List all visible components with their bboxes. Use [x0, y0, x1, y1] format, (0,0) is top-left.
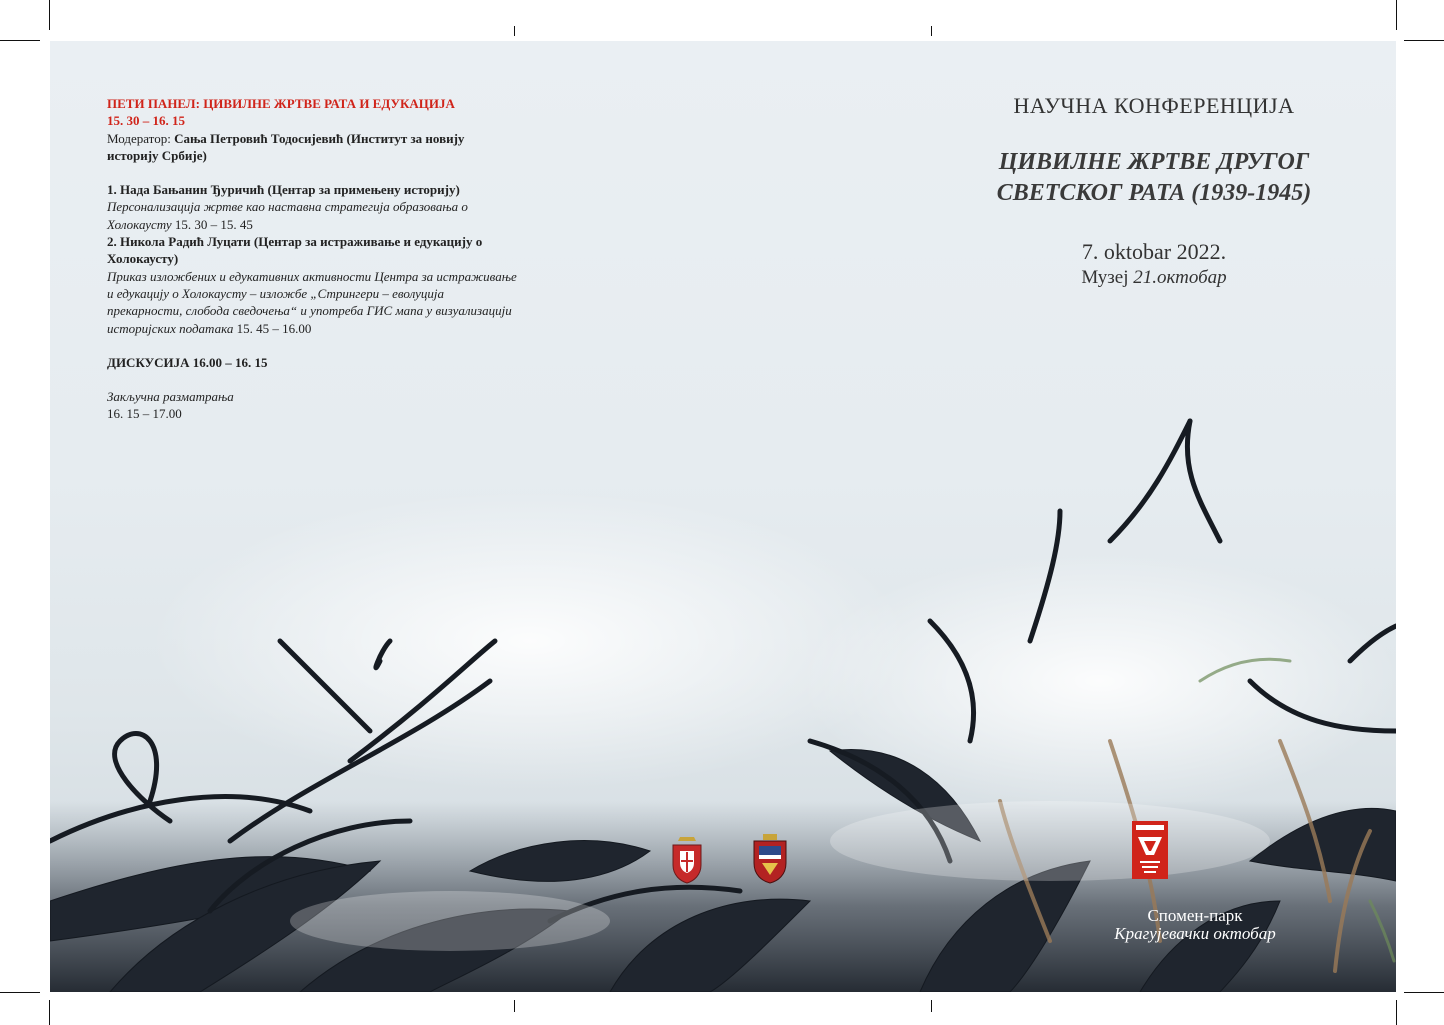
serbia-coat-of-arms-icon [670, 835, 704, 885]
conference-label: НАУЧНА КОНФЕРЕНЦИЈА [1013, 93, 1295, 118]
talk2-time: 15. 45 – 16.00 [233, 320, 312, 336]
discussion: ДИСКУСИЈА 16.00 – 16. 15 [107, 354, 268, 370]
memorial-park-logo-icon [1132, 821, 1168, 879]
title-line-2: СВЕТСКОГ РАТА (1939-1945) [996, 180, 1312, 206]
talk2 [107, 320, 517, 337]
park-line-2: Крагујевачки октобар [1114, 924, 1276, 943]
panel-heading: ПЕТИ ПАНЕЛ: ЦИВИЛНЕ ЖРТВЕ РАТА И ЕДУКАЦИЈА [107, 96, 455, 111]
closing-remarks: Закључна разматрања [107, 389, 234, 405]
panel-time: 15. 30 – 16. 15 [107, 113, 185, 129]
moderator-label: Модератор: [107, 130, 175, 146]
title-line-1: ЦИВИЛНЕ ЖРТВЕ ДРУГОГ [998, 149, 1310, 175]
kragujevac-coat-of-arms-icon [750, 833, 790, 885]
fold-mark [514, 1000, 515, 1012]
event-date: 7. oktobar 2022. [1081, 239, 1227, 264]
fold-mark [931, 26, 932, 36]
memorial-park-name [1095, 907, 1295, 943]
crop-mark [49, 0, 50, 30]
talk1-speaker: 1. Нада Бањанин Ђуричић (Центар за примењену историју) [107, 182, 460, 198]
talk1-title: Персонализација жртве као наставна стратегија образовања о Холокаусту [107, 199, 468, 232]
crop-mark [0, 40, 40, 41]
moderator [107, 130, 517, 165]
talk2-title-end: историјских података [107, 320, 234, 336]
brochure-spread [50, 41, 1396, 992]
crop-mark [0, 992, 40, 993]
panel-program [107, 95, 517, 423]
crop-mark [1404, 992, 1444, 993]
talk1 [107, 198, 517, 233]
conference-title [950, 147, 1358, 209]
venue-prefix: Музеј [1081, 267, 1134, 288]
fold-mark [931, 1000, 932, 1012]
fold-mark [514, 26, 515, 36]
event-venue [950, 267, 1358, 289]
park-line-1: Спомен-парк [1147, 906, 1243, 925]
crop-mark [1396, 0, 1397, 30]
crop-mark [49, 1000, 50, 1025]
crop-mark [1404, 40, 1444, 41]
crop-mark [1396, 1000, 1397, 1025]
closing-time: 16. 15 – 17.00 [107, 406, 182, 422]
talk1-time: 15. 30 – 15. 45 [171, 216, 253, 232]
moderator-name: Сања Петровић Тодосијевић (Институт за новију историју Србије) [107, 130, 465, 163]
talk2-title: Приказ изложбених и едукативних активности Центра за истраживање и едукацију о Холокаусту – изложбе „Стрингери – еволуција прекарности, слобода сведочења“ и употреба ГИС мапа у визуализацији [107, 268, 517, 319]
cover-titles [950, 93, 1358, 289]
venue-name: 21.октобар [1133, 267, 1227, 288]
talk2-speaker: 2. Никола Радић Луцати (Центар за истраживање и едукацију о Холокаусту) [107, 234, 483, 267]
